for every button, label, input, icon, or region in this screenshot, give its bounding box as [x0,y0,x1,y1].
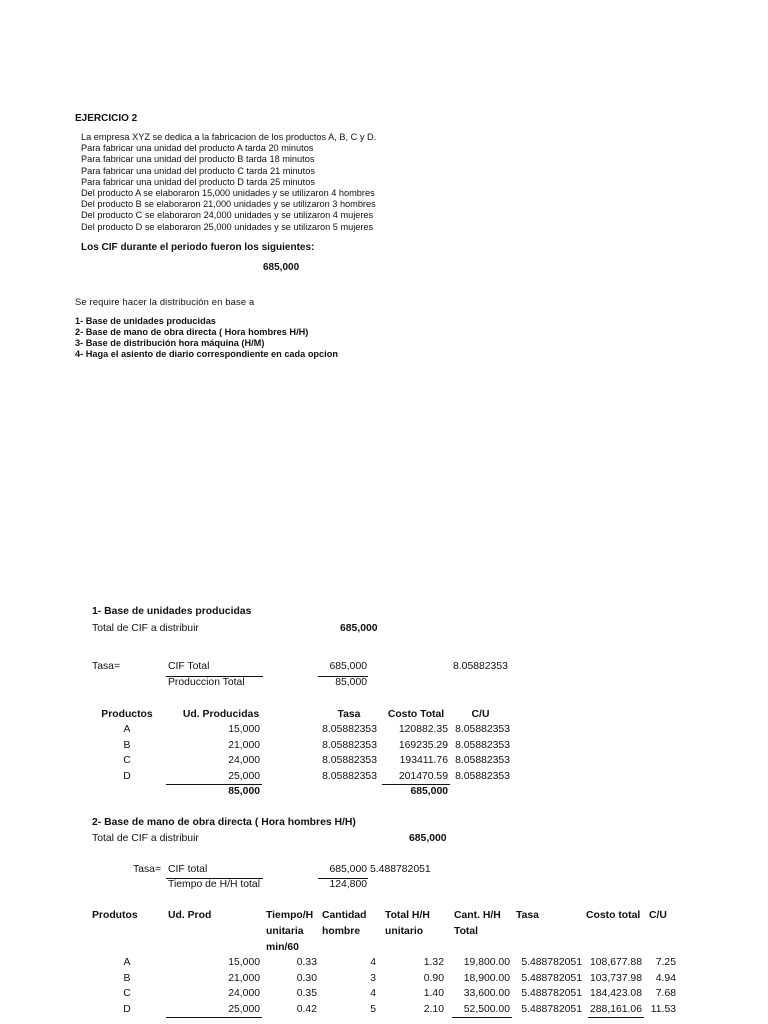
section2-cell: 0.90 [423,972,444,984]
section2-cell: 33,600.00 [463,988,510,1000]
requirement-item: 4- Haga el asiento de diario correspondiente en cada opcion [75,349,338,359]
section2-header: Ud. Prod [168,910,212,921]
section1-cell: 8.05882353 [322,739,377,751]
section1-header-unit-cost: C/U [471,709,490,720]
section2-cell: 5.488782051 [521,1003,582,1015]
section2-numerator-value: 685,000 [329,864,367,875]
requirements-list [75,316,338,360]
requirement-item: 1- Base de unidades producidas [75,316,216,326]
section1-cell: 169235.29 [398,739,448,751]
section2-header: Cantidad [322,910,367,921]
section2-cell: 4 [370,988,376,1000]
section2-cell: 1.40 [423,988,444,1000]
section2-cell: 19,800.00 [463,957,510,968]
statement-line: La empresa XYZ se dedica a la fabricacion de los productos A, B, C y D. [81,132,377,142]
exercise-title: EJERCICIO 2 [75,113,138,124]
section1-numerator-value: 685,000 [329,661,367,672]
section1-denominator-label: Produccion Total [168,677,245,688]
section2-cell: 18,900.00 [463,972,510,984]
section1-cell: 8.05882353 [455,724,510,735]
section2-cell: 5 [370,1003,376,1015]
section2-cell: 52,500.00 [463,1003,510,1015]
section1-cell: 120882.35 [398,724,448,735]
statement-line: Para fabricar una unidad del producto A tarda 20 minutos [81,143,314,154]
section1-rate: 8.05882353 [453,661,508,672]
section1-cell: B [123,739,131,751]
section2-header: unitario [385,926,424,937]
section1-cell: 15,000 [228,724,260,735]
cif-heading: Los CIF durante el periodo fueron los siguientes: [81,242,315,253]
section1-total-cost: 685,000 [410,786,448,797]
section1-cell: D [123,770,131,782]
section2-header: hombre [322,926,361,937]
section2-header: Tiempo/H [266,910,314,921]
statement-line: Para fabricar una unidad del producto D tarda 25 minutos [81,176,315,187]
section2-header: Produtos [92,910,138,921]
section2-cell: 288,161.06 [589,1003,642,1015]
section1-header-rate: Tasa [337,709,361,720]
section1-tasa-label: Tasa= [92,661,121,672]
section1-total-value: 685,000 [340,623,378,634]
section2-cell: 0.42 [296,1003,317,1015]
section2-cell: 103,737.98 [589,972,642,984]
requirement-item: 3- Base de distribución hora máquina (H/M) [75,338,265,348]
section1-cell: 25,000 [228,770,260,782]
statement-line: Del producto B se elaboraron 21,000 unidades y se utilizaron 3 hombres [81,199,376,210]
section1-cell: 8.05882353 [322,770,377,782]
section2-tasa-label: Tasa= [133,864,162,875]
section2-cell: 184,423.08 [589,988,642,1000]
section2-cell: 4.94 [655,972,676,984]
require-text: Se require hacer la distribución en base a [75,296,255,307]
section2-header: unitaria [266,926,304,937]
section2-cell: 25,000 [228,1003,260,1015]
section1-denominator-value: 85,000 [335,677,367,688]
section1-numerator-label: CIF Total [168,661,210,672]
statement-line: Del producto A se elaboraron 15,000 unidades y se utilizaron 4 hombres [81,187,375,198]
section2-cell: 0.30 [296,972,317,984]
requirement-item: 2- Base de mano de obra directa ( Hora hombres H/H) [75,327,309,337]
section1-cell: 8.05882353 [455,739,510,751]
section2-cell: 0.35 [296,988,317,1000]
section2-cell: 11.53 [650,1003,676,1015]
section1-header-cost: Costo Total [387,709,445,720]
section2-cell: 1.32 [423,957,444,968]
section2-denominator-label: Tiempo de H/H total [168,879,261,890]
section2-cell: 2.10 [423,1003,444,1015]
section2-cell: 5.488782051 [521,988,582,1000]
section1-cell: 24,000 [228,755,260,766]
section1-total-label: Total de CIF a distribuir [92,623,199,634]
section2-header: Costo total [586,910,641,921]
section2-header: Total [454,926,479,937]
section1-cell: 8.05882353 [322,724,377,735]
statement-line: Del producto C se elaboraron 24,000 unidades y se utilizaron 4 mujeres [81,210,374,221]
section1-cell: 201470.59 [398,770,448,782]
section1-title: 1- Base de unidades producidas [92,606,252,617]
section2-total-label: Total de CIF a distribuir [92,833,199,844]
section2-numerator-label: CIF total [168,864,208,875]
statement-line: Para fabricar una unidad del producto C tarda 21 minutos [81,165,315,176]
section2-header: C/U [649,910,667,921]
section2-cell: 4 [370,957,376,968]
section2-cell: B [123,972,131,984]
section2-header: Total H/H [385,910,430,921]
section2-total-value: 685,000 [409,833,447,844]
section2-cell: 5.488782051 [521,972,582,984]
section2-cell: 5.488782051 [521,957,582,968]
section2-cell: D [123,1003,131,1015]
section2-header: min/60 [266,942,299,953]
section2-cell: 24,000 [228,988,260,1000]
section2-cell: 21,000 [228,972,260,984]
section1-cell: 193411.76 [399,755,448,766]
section2-cell: 7.68 [655,988,676,1000]
section1-total-units: 85,000 [228,786,260,797]
section2-title: 2- Base de mano de obra directa ( Hora hombres H/H) [92,817,356,828]
cif-amount: 685,000 [263,262,300,273]
section2-cell: 0.33 [296,957,317,968]
section1-cell: A [123,724,131,735]
section2-denominator-value: 124,800 [329,879,367,890]
section1-cell: 8.05882353 [455,755,510,766]
section1-header-units: Ud. Producidas [182,709,260,720]
section2-cell: C [123,988,131,1000]
section2-cell: 108,677.88 [589,957,642,968]
section2-header: Tasa [516,910,539,921]
section1-cell: C [123,755,131,766]
statement-line: Para fabricar una unidad del producto B tarda 18 minutos [81,154,315,165]
statement-line: Del producto D se elaboraron 25,000 unidades y se utilizaron 5 mujeres [81,221,374,232]
section2-cell: A [123,957,131,968]
section1-cell: 8.05882353 [455,770,510,782]
section1-header-products: Productos [101,709,153,720]
section2-header: Cant. H/H [454,910,501,921]
section1-cell: 8.05882353 [322,755,377,766]
problem-statement [81,132,376,233]
section2-rate: 5.488782051 [370,864,431,875]
section2-cell: 7.25 [655,957,676,968]
section2-cell: 15,000 [228,957,260,968]
section2-cell: 3 [370,972,376,984]
section1-cell: 21,000 [228,739,260,751]
